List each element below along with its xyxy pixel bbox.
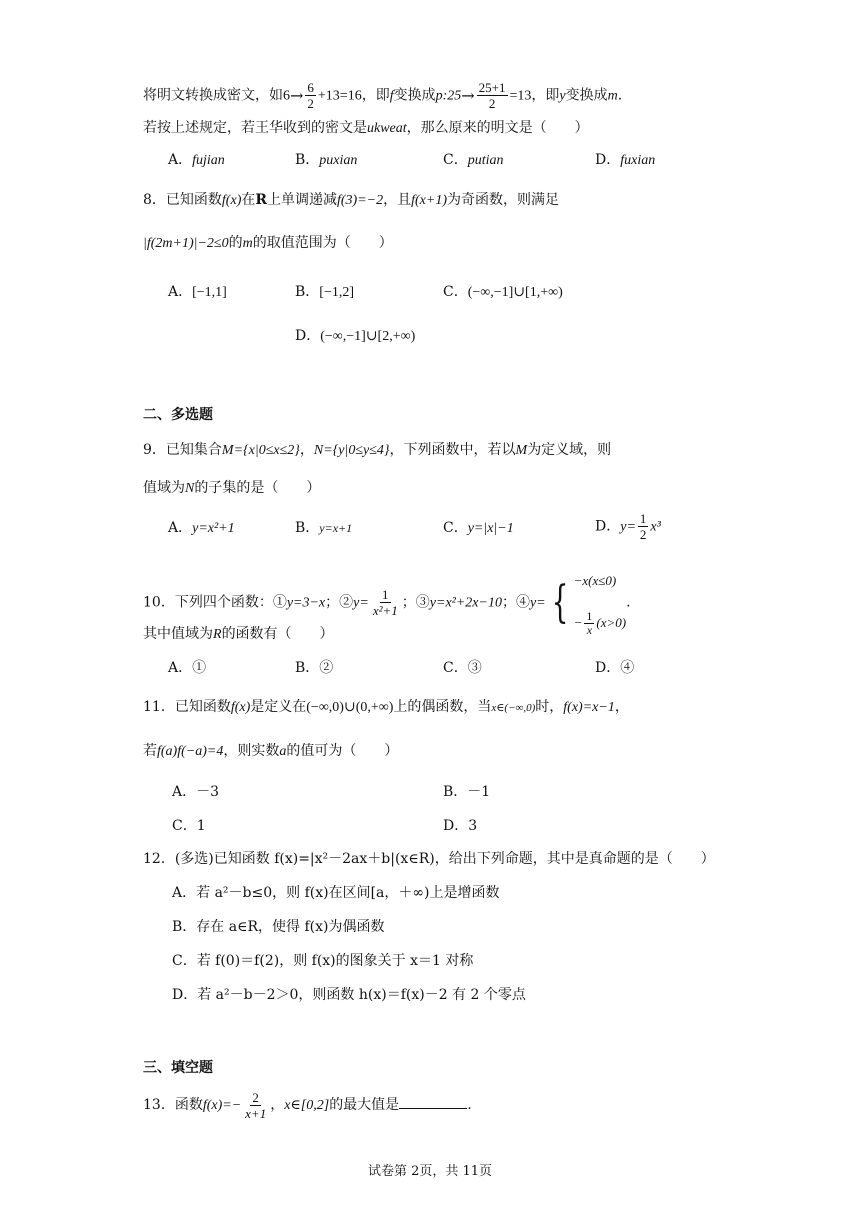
option-text: 3 <box>468 818 478 834</box>
frac-num: 1 <box>586 609 593 623</box>
q13-func-pre: f(x)=− <box>202 1098 242 1113</box>
option-text: (−∞,−1]∪[2,+∞) <box>320 329 416 344</box>
q13-interval: x∈[0,2] <box>284 1098 330 1113</box>
option-text: y=|x|−1 <box>467 521 514 536</box>
option-label: B． <box>443 784 468 800</box>
option-text: －3 <box>196 784 220 800</box>
option-label: B． <box>295 660 320 676</box>
q8-option-a[interactable] <box>168 282 227 303</box>
q13-fraction <box>243 1090 268 1121</box>
q9-line2-text-a: 值域为 <box>143 480 185 496</box>
q7-ex2-num: 25+1 <box>478 80 506 95</box>
frac-den: x <box>586 623 593 637</box>
q8-number-text: 8．已知函数 <box>143 192 222 208</box>
q9-m-var: M <box>515 443 528 458</box>
q8-f-expr: f(x) <box>221 193 242 208</box>
q8-line2 <box>143 233 393 254</box>
q7-text: 将明文转换成密文，如 <box>143 87 283 104</box>
q9-text-b: ，下列函数中，若以 <box>389 442 516 458</box>
q11-text-d: 时， <box>535 699 564 715</box>
q7-example2-right: =13 <box>509 88 532 104</box>
option-text: 存在 a∈R，使得 f(x)为偶函数 <box>196 919 385 935</box>
q11-a-var: a <box>279 744 287 759</box>
option-label: C． <box>443 660 468 676</box>
option-text-post: x³ <box>650 519 661 535</box>
q7-line2-question: ，那么原来的明文是（ ） <box>406 120 589 136</box>
q10-func4-piecewise <box>546 560 626 645</box>
option-text: [−1,2] <box>319 285 355 300</box>
q10-end: . <box>626 594 631 611</box>
frac-den: x+1 <box>245 1105 267 1121</box>
q11-domain: (−∞,0)∪(0,+∞) <box>306 700 394 715</box>
piecewise-row2-post: (x>0) <box>596 615 627 630</box>
q10-func3: y=x²+2x−10 <box>429 595 502 611</box>
option-label: B． <box>295 284 320 300</box>
q8-m-var: m <box>242 236 253 251</box>
q8-option-b[interactable] <box>295 282 354 303</box>
q8-cond1: f(3)=−2 <box>337 193 384 208</box>
q8-cond2: f(x+1) <box>411 193 447 208</box>
frac-den: x²+1 <box>372 603 398 618</box>
q8-text-mid1: 在 <box>241 192 256 208</box>
frac-num: 1 <box>639 511 647 526</box>
q11-number-text: 11．已知函数 <box>143 699 231 715</box>
option-text: [−1,1] <box>192 285 227 300</box>
q9-set-n: N={y|0≤y≤4} <box>313 443 390 458</box>
option-text: fuxian <box>620 153 656 168</box>
option-label: D． <box>595 152 621 168</box>
q8-text-mid2: 上单调递减 <box>267 192 337 208</box>
q9-option-a[interactable] <box>168 518 235 539</box>
option-label: A． <box>172 885 197 901</box>
q10-option-a[interactable] <box>168 658 206 678</box>
option-text: y=x+1 <box>319 521 353 535</box>
q7-example1-left: 6 <box>283 88 290 104</box>
q7-text-b: ，即 <box>361 87 390 104</box>
option-label: A． <box>168 284 193 300</box>
q7-y-letter: y <box>559 88 566 104</box>
piecewise-row2-fraction <box>584 610 594 637</box>
q13-end: . <box>467 1097 472 1113</box>
q8-inequality: |f(2m+1)|−2≤0 <box>143 236 229 251</box>
q7-text-d: ，即 <box>531 87 560 104</box>
q9-sep: ， <box>299 442 314 458</box>
q7-example2-left: p:25 <box>435 88 462 104</box>
q11-line2-text-b: ，则实数 <box>223 743 280 759</box>
q10-option-b[interactable] <box>295 658 333 678</box>
q9-n-var: N <box>185 481 195 496</box>
q8-text-end: 为奇函数，则满足 <box>446 192 559 208</box>
q9-option-c[interactable] <box>443 518 514 539</box>
option-text: 若 a²－b≤0，则 f(x)在区间[a，＋∞)上是增函数 <box>196 885 500 901</box>
piecewise-row2-pre: − <box>573 615 583 630</box>
option-label: C． <box>443 152 468 168</box>
page-footer: 试卷第 2页，共 11页 <box>367 1164 493 1179</box>
q8-line2-text-a: 的 <box>228 235 243 251</box>
q10-func4-pre: y= <box>529 595 546 611</box>
option-text: 若 a²－b－2＞0，则函数 h(x)＝f(x)－2 有 2 个零点 <box>197 987 526 1003</box>
q9-number-text: 9．已知集合 <box>143 442 222 458</box>
q13-number-text: 13．函数 <box>143 1097 203 1113</box>
q9-set-m: M={x|0≤x≤2} <box>221 443 300 458</box>
q8-text-mid3: ，且 <box>383 192 412 208</box>
q10-line2-question: 的函数有（ ） <box>221 626 334 642</box>
option-label: C． <box>172 818 197 834</box>
option-text: y=x²+1 <box>192 521 235 536</box>
option-label: D． <box>172 987 198 1003</box>
option-text: 若 f(0)＝f(2)，则 f(x)的图象关于 x＝1 对称 <box>196 953 474 969</box>
q8-line1 <box>143 190 559 211</box>
q7-text-e: 变换成 <box>565 87 608 104</box>
q9-d-fraction <box>638 511 649 542</box>
q13-answer-blank[interactable] <box>399 1094 467 1109</box>
q10-func2-fraction <box>371 587 400 618</box>
left-brace: { <box>551 576 569 628</box>
q7-example2-fraction <box>477 80 508 111</box>
option-label: A． <box>168 152 193 168</box>
q11-fx: f(x) <box>230 700 251 715</box>
q8-real-set: R <box>255 192 267 208</box>
q13-text-c: 的最大值是 <box>329 1097 400 1113</box>
q8-option-c[interactable] <box>443 282 563 303</box>
q12-option-c[interactable] <box>172 951 473 971</box>
q11-option-b[interactable] <box>443 782 490 802</box>
option-text: 1 <box>196 818 206 834</box>
section-heading-fill-blank: 三、填空题 <box>143 1060 213 1076</box>
q11-option-a[interactable] <box>172 782 219 802</box>
q11-option-d[interactable] <box>443 816 477 836</box>
q7-f-letter: f <box>389 88 394 104</box>
frac-num: 2 <box>252 1089 259 1105</box>
q10-text-d: ；④ <box>501 594 530 611</box>
q11-cond: x∈(−∞,0) <box>491 702 536 714</box>
q8-line2-question: 的取值范围为（ ） <box>252 235 393 251</box>
option-label: D． <box>295 328 321 344</box>
q11-text-b: 是定义在 <box>250 699 307 715</box>
option-text: ① <box>192 660 207 676</box>
q9-line1 <box>143 440 611 461</box>
option-text-pre: y= <box>620 519 636 535</box>
q10-text-c: ；③ <box>401 594 430 611</box>
option-label: C． <box>443 520 468 536</box>
option-label: A． <box>168 660 193 676</box>
q7-example1-fraction <box>305 80 316 111</box>
frac-den: 2 <box>639 527 647 542</box>
q13-text-b: ， <box>270 1097 285 1113</box>
q11-line2-text-a: 若 <box>143 743 157 759</box>
q9-option-d[interactable] <box>595 511 661 542</box>
option-label: B． <box>295 152 320 168</box>
q7-cipher: ukweat <box>367 121 407 136</box>
option-label: D． <box>595 660 621 676</box>
option-label: D． <box>443 818 469 834</box>
q11-text-e: ， <box>614 699 629 715</box>
q9-line2-question: 的子集的是（ ） <box>194 480 321 496</box>
piecewise-row1: −x(x≤0) <box>573 573 617 588</box>
option-label: C． <box>172 953 197 969</box>
q11-rule: f(x)=x−1 <box>563 700 615 715</box>
q10-func1: y=3−x <box>286 595 326 611</box>
q7-option-a[interactable] <box>168 150 225 171</box>
q11-option-c[interactable] <box>172 816 206 836</box>
q12-stem: 12．(多选)已知函数 f(x)=|x²－2ax＋b|(x∈R)，给出下列命题，其中是真命题的是（ ） <box>143 851 715 867</box>
frac-num: 1 <box>382 587 389 602</box>
q10-func2-pre: y= <box>353 595 369 611</box>
option-text: putian <box>467 153 504 168</box>
q7-arrow-1: → <box>290 85 304 105</box>
q9-line2 <box>143 478 320 499</box>
option-text: (−∞,−1]∪[1,+∞) <box>467 285 563 300</box>
section-heading-multi-choice: 二、多选题 <box>143 407 213 423</box>
q7-ex1-den: 2 <box>307 96 314 111</box>
q10-number-text: 10．下列四个函数：① <box>143 594 287 611</box>
q11-line2 <box>143 741 398 762</box>
option-text: puxian <box>319 153 358 168</box>
q11-text-c: 上的偶函数，当 <box>393 699 492 715</box>
q12-option-b[interactable] <box>172 917 384 937</box>
option-label: B． <box>172 919 197 935</box>
q7-text-c: 变换成 <box>393 87 436 104</box>
q7-option-c[interactable] <box>443 150 504 171</box>
q7-line2-text: 若按上述规定，若王华收到的密文是 <box>143 120 367 136</box>
q7-ex2-den: 2 <box>488 96 496 111</box>
q7-example1-right: +13=16 <box>317 88 362 104</box>
option-label: B． <box>295 520 320 536</box>
option-label: A． <box>168 520 193 536</box>
q12-option-d[interactable] <box>172 985 526 1005</box>
q10-option-c[interactable] <box>443 658 482 678</box>
q8-option-d[interactable] <box>295 326 415 347</box>
option-text: fujian <box>192 153 225 168</box>
q7-text-end: . <box>617 87 623 104</box>
q7-line2 <box>143 118 589 139</box>
q7-option-b[interactable] <box>295 150 357 171</box>
q9-option-b[interactable] <box>295 518 352 538</box>
option-text: ③ <box>467 660 482 676</box>
q11-equation: f(a)f(−a)=4 <box>157 744 224 759</box>
q11-line1 <box>143 697 629 718</box>
option-text: ② <box>319 660 334 676</box>
q7-ex1-num: 6 <box>307 80 314 95</box>
q10-r-var: R <box>213 627 222 642</box>
q11-line2-question: 的值可为（ ） <box>286 743 399 759</box>
q7-line1 <box>143 80 622 111</box>
q13-line <box>143 1086 472 1125</box>
option-label: D． <box>595 518 621 535</box>
option-text: ④ <box>620 660 635 676</box>
q10-line2-text-a: 其中值域为 <box>143 626 213 642</box>
q7-option-d[interactable] <box>595 150 655 171</box>
q12-option-a[interactable] <box>172 883 500 903</box>
option-text: －1 <box>467 784 491 800</box>
q7-arrow-2: → <box>461 85 475 105</box>
q7-m-letter: m <box>607 88 618 104</box>
option-label: C． <box>443 284 468 300</box>
q9-text-c: 为定义域，则 <box>527 442 612 458</box>
option-label: A． <box>172 784 197 800</box>
q10-line2 <box>143 624 334 645</box>
q10-text-b: ；② <box>325 594 354 611</box>
q10-option-d[interactable] <box>595 658 634 678</box>
